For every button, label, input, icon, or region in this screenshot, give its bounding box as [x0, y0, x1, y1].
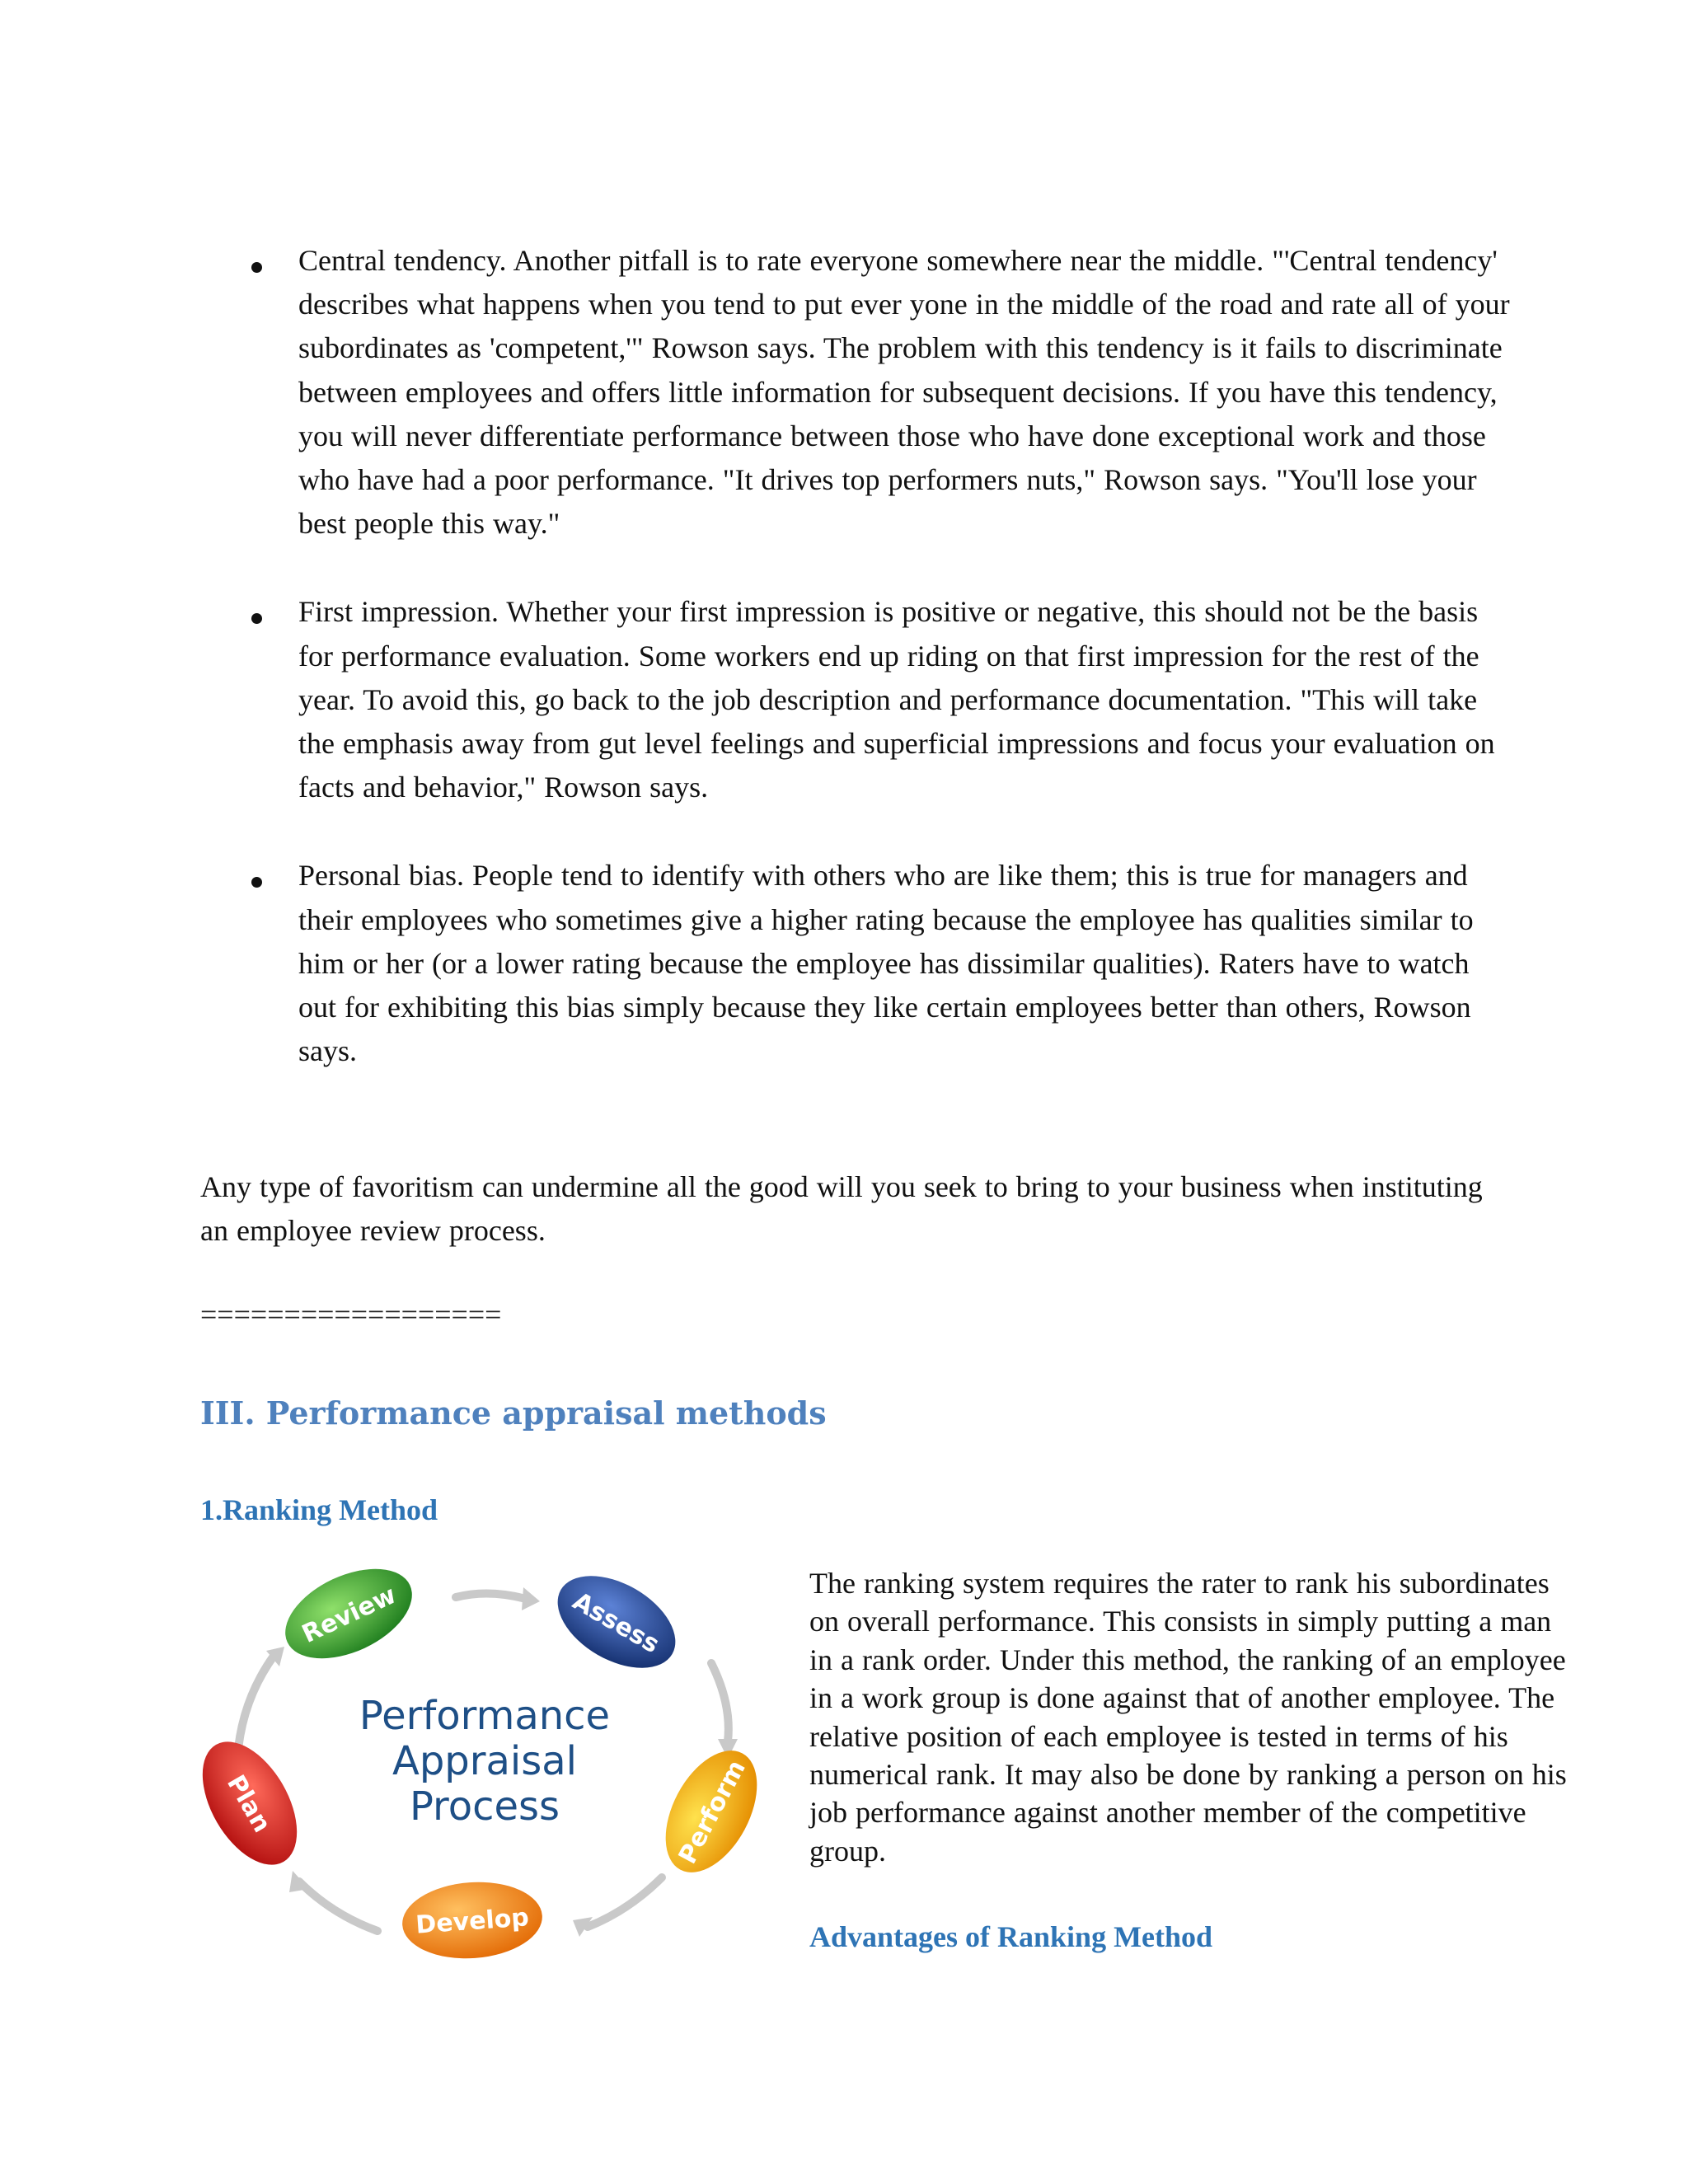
bullet-icon [251, 262, 262, 273]
favoritism-paragraph: Any type of favoritism can undermine all the good will you seek to bring to your business when instituting an employee review process. [200, 1170, 1483, 1247]
advantages-heading: Advantages of Ranking Method [809, 1920, 1213, 1953]
arrow-develop-to-plan [299, 1882, 377, 1931]
stage-plan [200, 1726, 316, 1881]
divider-line: ================== [200, 1298, 502, 1331]
stage-label: Develop [415, 1903, 530, 1940]
stage-assess [542, 1564, 691, 1687]
stage-label: Perform [673, 1755, 752, 1869]
diagram-title [359, 1693, 610, 1830]
stage-label: Plan [221, 1770, 277, 1838]
stage-perform [647, 1736, 769, 1887]
diagram-title-line: Appraisal [392, 1738, 578, 1784]
bullet-icon [251, 877, 262, 888]
bullet-text-personal-bias: Personal bias. People tend to identify with others who are like them; this is true for managers and their employees who sometimes give a higher rating because the employee has qualities similar to him or her (or a lower rating because the employee has dissimilar qualities). Raters have to watch out for exhibiting this bias simply because they like certain employees better than others, Rowson says. [298, 859, 1474, 1068]
section-heading: III. Performance appraisal methods [200, 1394, 827, 1432]
bullet-text-first-impression: First impression. Whether your first impression is positive or negative, this should not be the basis for performance evaluation. Some workers end up riding on that first impression for the rest of the year. To avoid this, go back to the job description and performance documentation. "This will take the emphasis away from gut level feelings and superficial impressions and focus your evaluation on facts and behavior," Rowson says. [298, 595, 1495, 804]
list-item [200, 590, 1503, 809]
stage-label: Review [298, 1580, 401, 1649]
list-item [200, 239, 1510, 546]
arrow-review-to-assess [456, 1593, 526, 1599]
bullet-list [200, 239, 1510, 1118]
arrow-assess-to-perform [711, 1663, 729, 1741]
diagram-title-line: Process [409, 1783, 560, 1830]
arrow-plan-to-review [237, 1655, 274, 1758]
sub-heading-ranking-method: 1.Ranking Method [200, 1493, 438, 1526]
arrow-perform-to-develop [588, 1877, 662, 1927]
arrowhead-assess [522, 1587, 540, 1610]
bullet-text-central-tendency: Central tendency. Another pitfall is to rate everyone somewhere near the middle. "'Central tendency' describes what happens when you tend to put ever yone in the middle of the road and rate all of your subordinates as 'competent,'" Rowson says. The problem with this tendency is it fails to discriminate between employees and offers little information for subsequent decisions. If you have this tendency, you will never differentiate performance between those who have done exceptional work and those who have had a poor performance. "It drives top performers nuts," Rowson says. "You'll lose your best people this way." [298, 244, 1510, 541]
stage-label: Assess [567, 1586, 664, 1660]
list-item [200, 854, 1503, 1073]
arrowhead-plan [289, 1871, 309, 1892]
stage-develop [400, 1877, 545, 1963]
appraisal-process-diagram [200, 1564, 769, 1971]
ranking-description: The ranking system requires the rater to rank his subordinates on overall performance. This consists in simply putting a man in a rank order. Under this method, the ranking of an employee in a work group is done against that of another employee. The relative position of each employee is tested in terms of his numerical rank. It may also be done by ranking a person on his job performance against another member of the competitive group. [809, 1567, 1567, 1868]
bullet-icon [251, 613, 262, 624]
stage-review [271, 1564, 426, 1676]
diagram-title-line: Performance [359, 1693, 611, 1739]
